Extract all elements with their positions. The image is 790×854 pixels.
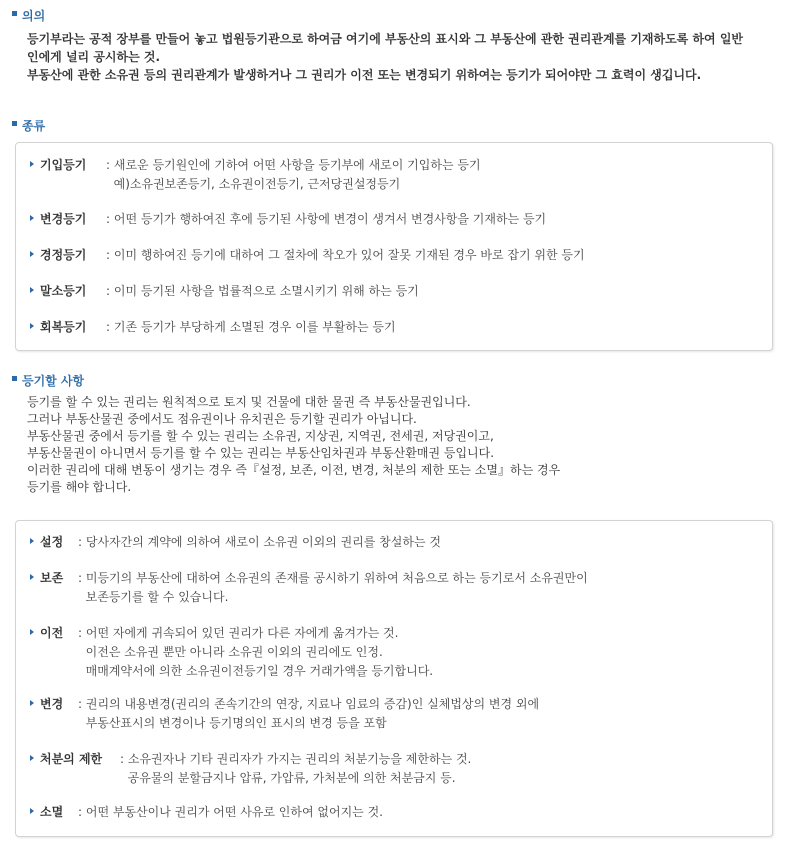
arrow-right-icon: [30, 538, 34, 544]
arrow-right-icon: [30, 755, 34, 761]
bullet-square-icon: [12, 11, 17, 16]
section-title-types: 종류: [12, 118, 45, 134]
types-box: [15, 142, 773, 351]
type-desc: : 어떤 등기가 행하여진 후에 등기된 사항에 변경이 생겨서 변경사항을 기재하는 등기: [106, 212, 547, 226]
arrow-right-icon: [30, 700, 34, 706]
change-term: 변경: [40, 697, 64, 711]
meaning-line: 등기부라는 공적 장부를 만들어 놓고 법원등기관으로 하여금 여기에 부동산의 표시와 그 부동산에 관한 권리관계를 기재하도록 하여 일반: [27, 32, 744, 46]
meaning-line: 인에게 널리 공시하는 것.: [27, 50, 161, 64]
arrow-right-icon: [30, 251, 34, 257]
change-desc: 보존등기를 할 수 있습니다.: [78, 590, 229, 604]
type-desc: : 이미 행하여진 등기에 대하여 그 절차에 착오가 있어 잘못 기재된 경우 바로 잡기 위한 등기: [106, 248, 585, 262]
change-desc: : 소유권자나 기타 권리자가 가지는 권리의 처분기능을 제한하는 것.: [120, 752, 472, 766]
arrow-right-icon: [30, 629, 34, 635]
meaning-line: 부동산에 관한 소유권 등의 권리관계가 발생하거나 그 권리가 이전 또는 변경되기 위하여는 등기가 되어야만 그 효력이 생깁니다.: [27, 68, 702, 82]
type-term: 회복등기: [40, 320, 87, 334]
arrow-right-icon: [30, 215, 34, 221]
registrable-line: 이러한 권리에 대해 변동이 생기는 경우 즉『설정, 보존, 이전, 변경, 처분의 제한 또는 소멸』하는 경우: [27, 463, 561, 477]
change-desc: 부동산표시의 변경이나 등기명의인 표시의 변경 등을 포함: [78, 716, 387, 730]
registrable-box: [15, 520, 773, 837]
change-term: 소멸: [40, 805, 64, 819]
bullet-square-icon: [12, 376, 17, 381]
change-desc: 공유물의 분할금지나 압류, 가압류, 가처분에 의한 처분금지 등.: [120, 771, 456, 785]
section-title-meaning: 의의: [12, 8, 45, 24]
type-desc: 예)소유권보존등기, 소유권이전등기, 근저당권설정등기: [106, 177, 401, 191]
change-term: 보존: [40, 571, 64, 585]
change-desc: : 당사자간의 계약에 의하여 새로이 소유권 이외의 권리를 창설하는 것: [78, 535, 441, 549]
arrow-right-icon: [30, 574, 34, 580]
registrable-line: 등기를 해야 합니다.: [27, 480, 132, 494]
arrow-right-icon: [30, 287, 34, 293]
change-desc: : 권리의 내용변경(권리의 존속기간의 연장, 지료나 임료의 증감)인 실체법상의 변경 외에: [78, 697, 540, 711]
meaning-paragraph: [27, 30, 777, 84]
bullet-square-icon: [12, 121, 17, 126]
type-term: 기입등기: [40, 158, 87, 172]
registrable-line: 부동산물권이 아니면서 등기를 할 수 있는 권리는 부동산임차권과 부동산환매권 등입니다.: [27, 446, 495, 460]
registrable-paragraph: [27, 394, 777, 496]
change-term: 처분의 제한: [40, 752, 103, 766]
registrable-line: 부동산물권 중에서 등기를 할 수 있는 권리는 소유권, 지상권, 지역권, 전세권, 저당권이고,: [27, 429, 494, 443]
arrow-right-icon: [30, 808, 34, 814]
arrow-right-icon: [30, 323, 34, 329]
registrable-line: 그러나 부동산물권 중에서도 점유권이나 유치권은 등기할 권리가 아닙니다.: [27, 412, 417, 426]
type-desc: : 새로운 등기원인에 기하여 어떤 사항을 등기부에 새로이 기입하는 등기: [106, 158, 481, 172]
change-desc: : 어떤 자에게 귀속되어 있던 권리가 다른 자에게 옮겨가는 것.: [78, 626, 399, 640]
change-desc: 이전은 소유권 뿐만 아니라 소유권 이외의 권리에도 인정.: [78, 645, 383, 659]
registrable-line: 등기를 할 수 있는 권리는 원칙적으로 토지 및 건물에 대한 물권 즉 부동산물권입니다.: [27, 395, 471, 409]
change-term: 설정: [40, 535, 64, 549]
change-desc: : 어떤 부동산이나 권리가 어떤 사유로 인하여 없어지는 것.: [78, 805, 383, 819]
type-term: 말소등기: [40, 284, 87, 298]
type-desc: : 기존 등기가 부당하게 소멸된 경우 이를 부활하는 등기: [106, 320, 396, 334]
arrow-right-icon: [30, 161, 34, 167]
change-desc: : 미등기의 부동산에 대하여 소유권의 존재를 공시하기 위하여 처음으로 하는 등기로서 소유권만이: [78, 571, 588, 585]
section-title-registrable: 등기할 사항: [12, 373, 84, 389]
type-term: 변경등기: [40, 212, 87, 226]
type-term: 경정등기: [40, 248, 87, 262]
type-desc: : 이미 등기된 사항을 법률적으로 소멸시키기 위해 하는 등기: [106, 284, 419, 298]
change-desc: 매매계약서에 의한 소유권이전등기일 경우 거래가액을 등기합니다.: [78, 664, 434, 678]
change-term: 이전: [40, 626, 64, 640]
